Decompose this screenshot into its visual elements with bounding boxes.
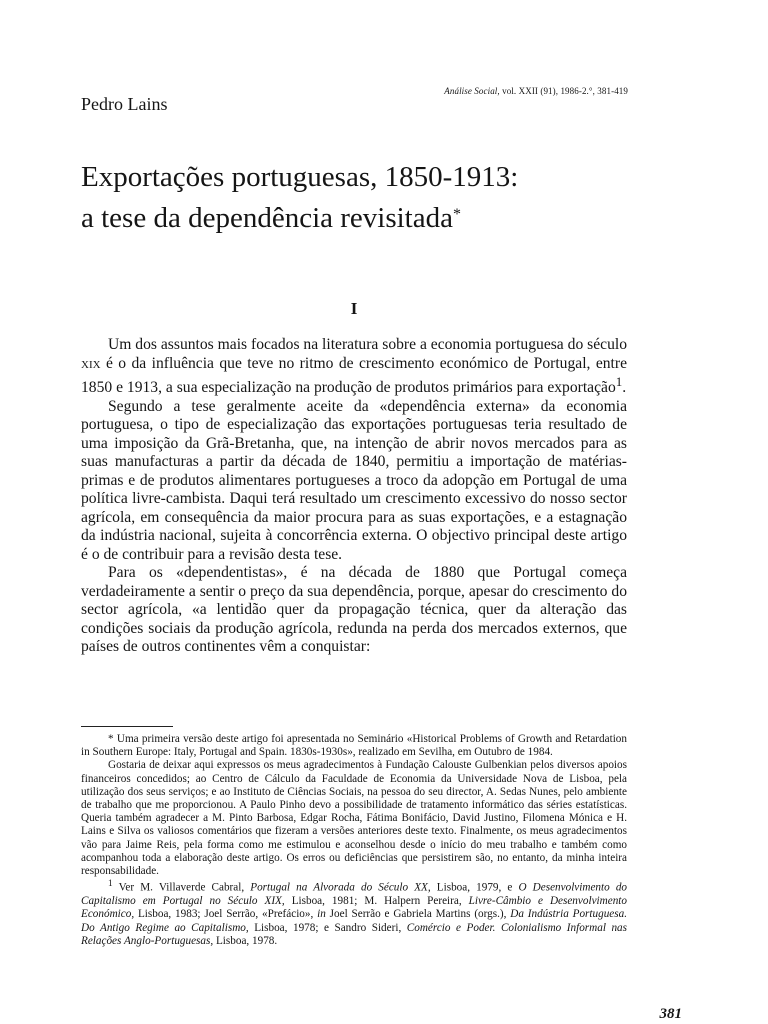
century-numeral: xix — [81, 354, 101, 372]
footnote-1-number: 1 — [108, 879, 113, 890]
journal-citation — [444, 86, 628, 96]
footnote-1-text: Lisboa, 1978; e Sandro Sideri, — [248, 921, 407, 934]
paragraph-1 — [81, 336, 627, 398]
author-name: Pedro Lains — [81, 94, 168, 114]
page-number: 381 — [659, 1006, 682, 1022]
journal-name: Análise Social, — [444, 86, 500, 96]
paragraph-3: Para os «dependentistas», é na década de 1880 que Portugal começa verdadeiramente a sentir o preço da sua dependência, porque, apesar do crescimento do sector agrícola, «a lentidão quer da propagação técnica, quer da alteração das condições sociais da produção agrícola, redunda na perda dos mercados externos, que países de outros continentes vêm a conquistar: — [81, 564, 627, 656]
footnote-separator — [81, 726, 173, 727]
footnote-acknowledgements: Gostaria de deixar aqui expressos os meus agradecimentos à Fundação Calouste Gulbenkian pelos diversos apoios financeiros concedidos; ao Centro de Cálculo da Faculdade de Economia da Universidade Nova de Lisboa, pela utilização dos seus serviços; e ao Instituto de Ciências Sociais, na pessoa do seu director, A. Sedas Nunes, pelo ambiente de trabalho que me proporcionou. A Paulo Pinho devo a possibilidade de tratamento informático das séries estatísticas. Queria também agradecer a M. Pinto Barbosa, Edgar Rocha, Fátima Bonifácio, David Justino, Filomena Mónica e H. Lains e Silva os valiosos comentários que fizeram a versões anteriores deste texto. Finalmente, os meus agradecimentos vão para Jaime Reis, pela forma como me estimulou e aconselhou desde o início do meu trabalho e também como acompanhou toda a elaboração deste artigo. Os erros ou deficiências que persistirem são, no entanto, da minha inteira responsabilidade. — [81, 759, 627, 878]
section-heading: I — [350, 299, 358, 318]
cited-title: Comércio e Poder. Colonialismo Informal nas Relações Anglo-Portuguesas, — [81, 921, 627, 947]
cited-title: O Desenvolvimento do Capitalismo em Portugal no Século XIX, — [81, 881, 628, 908]
title-line-2: a tese da dependência revisitada — [81, 202, 453, 234]
footnote-ref-1: 1 — [615, 374, 623, 389]
footnotes — [81, 733, 627, 948]
footnote-1-text: Lisboa, 1983; Joel Serrão, «Prefácio», — [134, 908, 318, 921]
cited-title: Da Indústria Portuguesa. Do Antigo Regime ao Capitalismo, — [81, 908, 628, 934]
cited-title: Portugal na Alvorada do Século XX, — [250, 881, 431, 894]
cited-in: in — [317, 908, 326, 921]
footnote-1-text: Joel Serrão e Gabriela Martins (orgs.), — [325, 908, 511, 921]
journal-details: vol. XXII (91), 1986-2.°, 381-419 — [499, 86, 628, 96]
footnote-1-text: Lisboa, 1979, e — [430, 881, 519, 894]
title-footnote-mark: * — [452, 206, 461, 223]
footnote-star: * Uma primeira versão deste artigo foi apresentada no Seminário «Historical Problems of Growth and Retardation in Southern Europe: Italy, Portugal and Spain. 1830s-1930s», realizado em Sevilha, em Outubro de 1984. — [81, 733, 627, 759]
footnote-1-text: Lisboa, 1981; M. Halpern Pereira, — [284, 895, 469, 908]
paragraph-1-text-b: é o da influência que teve no ritmo de crescimento económico de Portugal, entre 1850 e 1913, a sua especialização na produção de produtos primários para exportação — [81, 354, 627, 397]
cited-title: Livre-Câmbio e Desenvolvimento Económico, — [81, 895, 627, 921]
title-line-1: Exportações portuguesas, 1850-1913: — [81, 161, 519, 193]
footnote-1-text: Ver M. Villaverde Cabral, — [112, 881, 251, 894]
article-body — [81, 336, 627, 657]
paragraph-1-text-a: Um dos assuntos mais focados na literatura sobre a economia portuguesa do século — [108, 336, 627, 353]
footnote-1 — [81, 878, 627, 948]
paragraph-1-end: . — [622, 379, 627, 397]
footnote-1-text: Lisboa, 1978. — [213, 934, 278, 947]
paragraph-2: Segundo a tese geralmente aceite da «dependência externa» da economia portuguesa, o tipo de especialização das exportações portuguesas teria resultado de uma imposição da Grã-Bretanha, que, na intenção de abrir novos mercados para as suas manufacturas a partir da década de 1840, permitiu a importação de matérias-primas e de produtos alimentares portugueses a troco da adopção em Portugal de uma política livre-cambista. Daqui terá resultado um crescimento excessivo do nosso sector agrícola, em consequência da maior procura para as suas exportações, e a estagnação da indústria nacional, sujeita à concorrência externa. O objectivo principal deste artigo é o de contribuir para a revisão desta tese. — [81, 397, 627, 563]
article-title — [81, 157, 681, 239]
